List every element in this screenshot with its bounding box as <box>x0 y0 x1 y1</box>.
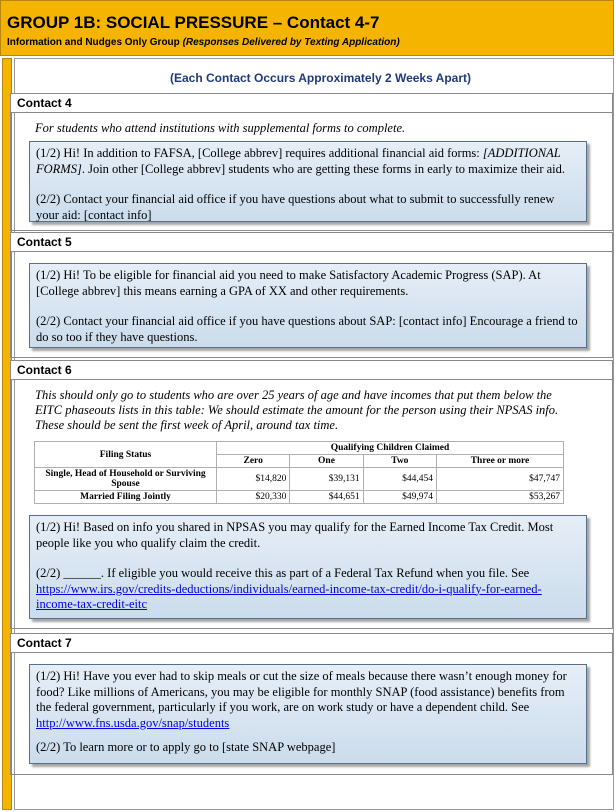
contact4-message-1 <box>36 146 580 177</box>
table-cell: $44,651 <box>290 491 363 504</box>
contact6-note: This should only go to students who are over 25 years of age and have incomes that put them below the EITC phaseouts lists in this table: We should estimate the amount for the person using their NPSAS info. These should be sent the first week of April, around tax time. <box>35 388 559 432</box>
table-cell: $14,820 <box>217 468 290 491</box>
page-subtitle <box>7 37 400 48</box>
table-row <box>35 468 564 491</box>
contact4-msg1-part-c: . Join other [College abbrev] students who are getting these forms in early to maximize their aid. <box>81 161 566 176</box>
contact6-heading: Contact 6 <box>10 360 613 380</box>
col-header: Zero <box>217 455 290 468</box>
contact5-message-2: (2/2) Contact your financial aid office if you have questions about SAP: [contact info] Encourage a friend to do so too if they have questions. <box>36 314 578 344</box>
row-label: Single, Head of Household or Surviving Spouse <box>35 468 217 491</box>
contact7-heading: Contact 7 <box>10 633 613 653</box>
qualifying-children-header: Qualifying Children Claimed <box>217 442 564 455</box>
col-header: Two <box>363 455 436 468</box>
table-cell: $20,330 <box>217 491 290 504</box>
irs-eitc-link[interactable]: https://www.irs.gov/credits-deductions/individuals/earned-income-tax-credit/do-i-qualify-for-earned-income-tax-credit-eitc <box>36 581 542 611</box>
contact6-message-box <box>29 515 587 619</box>
table-cell: $47,747 <box>436 468 563 491</box>
contact4-msg1-part-a: (1/2) Hi! In addition to FAFSA, [College abbrev] requires additional financial aid forms: <box>36 146 483 160</box>
contact7-message-2: (2/2) To learn more or to apply go to [state SNAP webpage] <box>36 740 336 754</box>
frequency-note: (Each Contact Occurs Approximately 2 Weeks Apart) <box>170 71 471 85</box>
contact4-msg1-part-b: [ADDITIONAL FORMS] <box>36 146 561 176</box>
page-header <box>0 0 614 56</box>
contact4-heading: Contact 4 <box>10 93 613 113</box>
page-title: GROUP 1B: SOCIAL PRESSURE – Contact 4-7 <box>7 13 380 32</box>
col-header: One <box>290 455 363 468</box>
contact5-message-box <box>29 263 587 348</box>
filing-status-header: Filing Status <box>35 442 217 468</box>
table-cell: $49,974 <box>363 491 436 504</box>
col-header: Three or more <box>436 455 563 468</box>
contact4-note: For students who attend institutions with supplemental forms to complete. <box>35 121 406 135</box>
snap-link[interactable]: http://www.fns.usda.gov/snap/students <box>36 715 230 730</box>
contact6-message-2 <box>36 566 580 613</box>
row-label: Married Filing Jointly <box>35 491 217 504</box>
contact7-message-1 <box>36 669 580 731</box>
contact4-message-2: (2/2) Contact your financial aid office if you have questions about what to submit to successfully renew your aid: [contact info] <box>36 192 555 222</box>
contact5-heading: Contact 5 <box>10 232 613 252</box>
table-row <box>35 491 564 504</box>
subtitle-italic: (Responses Delivered by Texting Application) <box>182 37 400 48</box>
contact5-message-1: (1/2) Hi! To be eligible for financial aid you need to make Satisfactory Academic Progress (SAP). At [College abbrev] this means earning a GPA of XX and other requirements. <box>36 268 541 298</box>
table-cell: $53,267 <box>436 491 563 504</box>
subtitle-main: Information and Nudges Only Group <box>7 37 183 48</box>
table-cell: $44,454 <box>363 468 436 491</box>
contact7-msg1-text: (1/2) Hi! Have you ever had to skip meals or cut the size of meals because there wasn’t enough money for food? Like millions of Americans, you may be eligible for monthly SNAP (food assistance) benefits from the federal government, particularly if you work, are on work study or have a dependent child. See <box>36 669 567 714</box>
contact7-message-box <box>29 664 587 764</box>
eitc-table <box>34 441 564 504</box>
contact6-msg2-text: (2/2) ______. If eligible you would receive this as part of a Federal Tax Refund when you file. See <box>36 566 530 580</box>
contact4-message-box <box>29 141 587 222</box>
table-cell: $39,131 <box>290 468 363 491</box>
contact6-message-1: (1/2) Hi! Based on info you shared in NPSAS you may qualify for the Earned Income Tax Credit. Most people like you who qualify claim the credit. <box>36 520 554 550</box>
